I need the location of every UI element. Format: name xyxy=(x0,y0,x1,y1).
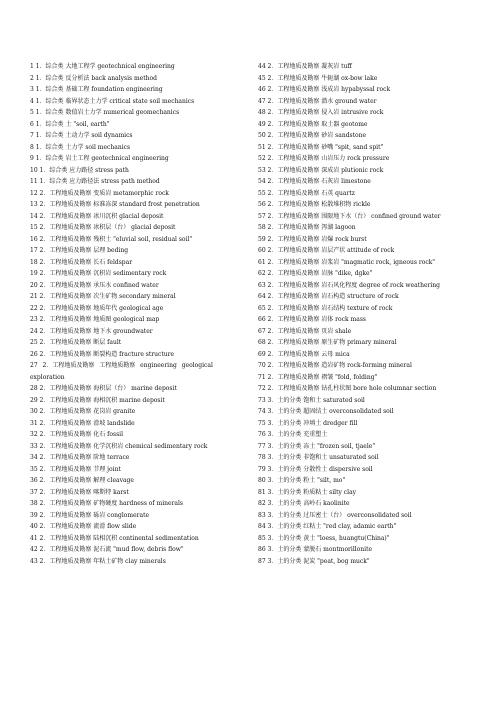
list-item: 11 1．综合类 应力路径法 stress path method xyxy=(30,178,160,185)
list-item: 53 2．工程地质及勘察 深成岩 plutionic rock xyxy=(258,166,384,174)
list-item: 9 1．综合类 岩土工程 geotechnical engineering xyxy=(30,155,169,162)
list-item: 4 1．综合类 临界状态土力学 critical state soil mechanics xyxy=(30,97,195,105)
list-item: 45 2．工程地质及勘察 牛轭湖 ox-bow lake xyxy=(258,74,378,82)
list-item: 51 2．工程地质及勘察 砂嘴 "spit, sand spit" xyxy=(258,143,384,151)
list-item: 67 2．工程地质及勘察 页岩 shale xyxy=(258,327,352,335)
list-item: 15 2．工程地质及勘察 冰积层（台） glacial deposit xyxy=(30,224,176,231)
list-item: 81 3．土的分类 粉质粘土 silty clay xyxy=(258,488,357,496)
list-item: 29 2．工程地质及勘察 海相沉积 marine deposit xyxy=(30,396,165,404)
list-item: 25 2．工程地质及勘察 断层 fault xyxy=(30,339,122,346)
list-item: 42 2．工程地质及勘察 泥石流 "mud flow, debris flow" xyxy=(30,546,184,553)
list-item: 60 2．工程地质及勘察 岩层产状 attitude of rock xyxy=(258,247,395,254)
list-item: 80 3．土的分类 粉土 "silt, mo" xyxy=(258,477,346,484)
list-item: 49 2．工程地质及勘察 取土器 geotome xyxy=(258,120,368,128)
list-item: 36 2．工程地质及勘察 解理 cleavage xyxy=(30,477,134,484)
list-item: 79 3．土的分类 分散性土 dispersive soil xyxy=(258,465,373,473)
list-item: 56 2．工程地质及勘察 松散堆积物 rickle xyxy=(258,201,371,208)
list-item: 7 1．综合类 土动力学 soil dynamics xyxy=(30,132,133,139)
right-column xyxy=(258,61,470,567)
list-item: 57 2．工程地质及勘察 围限地下水（台） confined ground water xyxy=(258,212,441,220)
list-item: 19 2．工程地质及勘察 沉积岩 sedimentary rock xyxy=(30,270,167,277)
list-item: 3 1．综合类 基础工程 foundation engineering xyxy=(30,86,163,93)
list-item: 28 2．工程地质及勘察 海积层（台） marine deposit xyxy=(30,385,177,392)
list-item: 34 2．工程地质及勘察 阶地 terrace xyxy=(30,454,130,461)
list-item: 40 2．工程地质及勘察 流滑 flow slide xyxy=(30,523,137,530)
list-item: 35 2．工程地质及勘察 节理 joint xyxy=(30,465,121,473)
list-item: 26 2．工程地质及勘察 断裂构造 fracture structure xyxy=(30,350,175,358)
list-item: 78 3．土的分类 非饱和土 unsaturated soil xyxy=(258,454,379,461)
list-item: 14 2．工程地质及勘察 冰川沉积 glacial deposit xyxy=(30,212,164,220)
list-item: 85 3．土的分类 黄土 "loess, huangtu(China)" xyxy=(258,534,390,542)
list-item: 8 1．综合类 土力学 soil mechanics xyxy=(30,143,131,151)
list-item: 73 3．土的分类 饱和土 saturated soil xyxy=(258,396,365,404)
list-item: 74 3．土的分类 超固结土 overconsolidated soil xyxy=(258,408,394,415)
list-item: 27 2．工程地质及勘察 工程地质勘察 engineering geological exploration xyxy=(30,362,213,381)
list-item: 64 2．工程地质及勘察 岩石构造 structure of rock xyxy=(258,293,399,300)
list-item: 44 2．工程地质及勘察 凝灰岩 tuff xyxy=(258,63,352,70)
list-item: 39 2．工程地质及勘察 砾岩 conglomerate xyxy=(30,511,150,519)
list-item: 17 2．工程地质及勘察 层理 beding xyxy=(30,247,129,254)
list-item: 70 2．工程地质及勘察 造岩矿物 rock-forming mineral xyxy=(258,362,412,369)
list-item: 23 2．工程地质及勘察 地质图 geological map xyxy=(30,316,160,323)
list-item: 38 2．工程地质及勘察 矿物硬度 hardness of minerals xyxy=(30,500,184,507)
list-item: 82 3．土的分类 高岭石 kaolinite xyxy=(258,500,350,507)
list-item: 72 2．工程地质及勘察 钻孔柱状图 bore hole columnar section xyxy=(258,385,437,392)
list-item: 30 2．工程地质及勘察 花岗岩 granite xyxy=(30,408,136,415)
list-item: 54 2．工程地质及勘察 石灰岩 limestone xyxy=(258,178,371,185)
list-item: 62 2．工程地质及勘察 岩脉 "dike, dgke" xyxy=(258,270,373,277)
list-item: 20 2．工程地质及勘察 承压水 confined water xyxy=(30,281,159,289)
list-item: 16 2．工程地质及勘察 残积土 "eluvial soil, residual soil" xyxy=(30,235,193,243)
list-item: 24 2．工程地质及勘察 地下水 groundwater xyxy=(30,327,153,335)
list-item: 41 2．工程地质及勘察 陆相沉积 continental sedimentation xyxy=(30,534,199,542)
list-item: 22 2．工程地质及勘察 地质年代 geological age xyxy=(30,304,164,312)
list-item: 47 2．工程地质及勘察 潜水 ground water xyxy=(258,97,377,105)
list-item: 58 2．工程地质及勘察 泻湖 lagoon xyxy=(258,224,356,231)
list-item: 65 2．工程地质及勘察 岩石结构 texture of rock xyxy=(258,304,393,312)
list-item: 84 3．土的分类 红粘土 "red clay, adamic earth" xyxy=(258,523,397,530)
list-item: 61 2．工程地质及勘察 岩浆岩 "magmatic rock, igneous rock" xyxy=(258,258,436,266)
list-item: 87 3．土的分类 泥炭 "peat, bog muck" xyxy=(258,557,370,565)
list-item: 59 2．工程地质及勘察 岩爆 rock burst xyxy=(258,235,367,243)
left-column xyxy=(30,61,252,567)
list-item: 18 2．工程地质及勘察 长石 feldspar xyxy=(30,258,133,266)
list-item: 77 3．土的分类 冻土 "frozen soil, tjaele" xyxy=(258,442,376,450)
list-item: 52 2．工程地质及勘察 山岩压力 rock pressure xyxy=(258,155,390,162)
list-item: 32 2．工程地质及勘察 化石 fossil xyxy=(30,431,124,438)
list-item: 12 2．工程地质及勘察 变质岩 metamorphic rock xyxy=(30,189,169,197)
list-item: 33 2．工程地质及勘察 化学沉积岩 chemical sedimentary rock xyxy=(30,442,208,450)
list-item: 86 3．土的分类 蒙脱石 montmorillonite xyxy=(258,546,373,553)
list-item: 83 3．土的分类 过压密土（台） overconsolidated soil xyxy=(258,511,412,519)
list-item: 76 3．土的分类 充重塑土 xyxy=(258,431,328,438)
list-item: 68 2．工程地质及勘察 原生矿物 primary mineral xyxy=(258,339,397,346)
list-item: 37 2．工程地质及勘察 喀斯特 karst xyxy=(30,488,129,496)
list-item: 1 1．综合类 大地工程学 geotechnical engineering xyxy=(30,63,175,70)
list-item: 50 2．工程地质及勘察 砂岩 sandstone xyxy=(258,132,367,139)
list-item: 43 2．工程地质及勘察 年粘土矿物 clay minerals xyxy=(30,557,166,565)
list-item: 21 2．工程地质及勘察 次生矿物 secondary mineral xyxy=(30,293,176,300)
list-item: 75 3．土的分类 冲填土 dredger fill xyxy=(258,419,358,427)
list-item: 46 2．工程地质及勘察 浅成岩 hypabyssal rock xyxy=(258,86,391,93)
list-item: 63 2．工程地质及勘察 岩石风化程度 degree of rock weathering xyxy=(258,281,440,289)
list-item: 31 2．工程地质及勘察 滑坡 landslide xyxy=(30,419,135,427)
list-item: 6 1．综合类 土 "soil, earth" xyxy=(30,120,110,128)
list-item: 13 2．工程地质及勘察 标准冻深 standard frost penetration xyxy=(30,201,200,208)
list-item: 5 1．综合类 数值岩土力学 numerical geomechanics xyxy=(30,109,180,116)
list-item: 48 2．工程地质及勘察 侵入岩 intrusive rock xyxy=(258,109,384,116)
list-item: 55 2．工程地质及勘察 石英 quartz xyxy=(258,189,355,197)
list-item: 10 1．综合类 应力路径 stress path xyxy=(30,166,129,174)
list-item: 69 2．工程地质及勘察 云母 mica xyxy=(258,350,350,358)
list-item: 66 2．工程地质及勘察 岩体 rock mass xyxy=(258,316,366,323)
list-item: 71 2．工程地质及勘察 褶皱 "fold, folding" xyxy=(258,373,378,381)
list-item: 2 1．综合类 反分析法 back analysis method xyxy=(30,74,157,82)
